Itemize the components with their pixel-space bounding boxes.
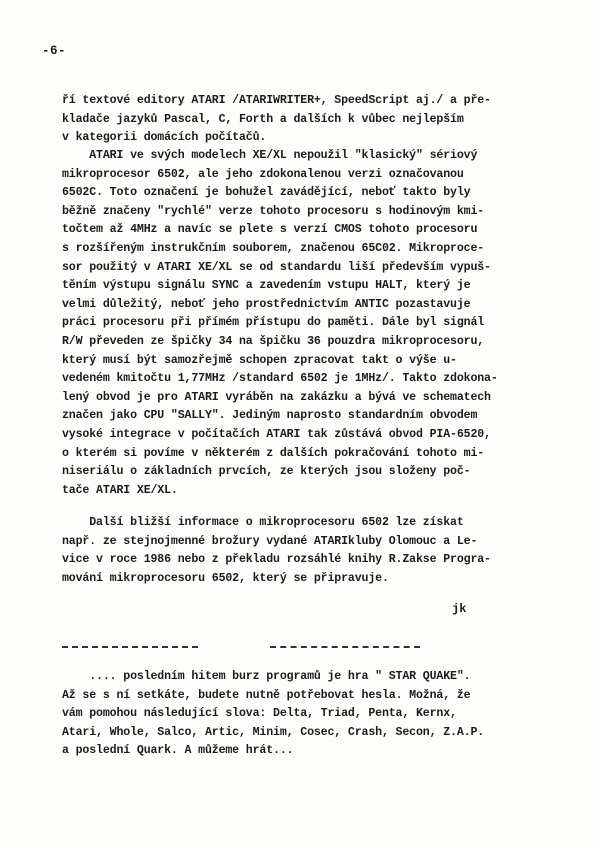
text-line: sor použitý v ATARI XE/XL se od standardu liší především vypuš- [62, 260, 491, 274]
text-line: s rozšířeným instrukčním souborem, značenou 65C02. Mikroproce- [62, 241, 485, 255]
text-line: mování mikroprocesoru 6502, který se připravuje. [62, 571, 389, 585]
text-line: o kterém si povíme v některém z dalších pokračování tohoto mi- [62, 446, 485, 460]
text-line: vám pomohou následující slova: Delta, Triad, Penta, Kernx, [62, 707, 457, 721]
text-line: Atari, Whole, Salco, Artic, Minim, Cosec, Crash, Secon, Z.A.P. [62, 725, 485, 739]
text-line: práci procesoru při přímém přístupu do paměti. Dále byl signál [62, 316, 485, 330]
text-line: 6502C. Toto označení je bohužel zavádějící, neboť takto byly [62, 186, 471, 200]
text-line: ATARI ve svých modelech XE/XL nepoužil "klasický" sériový [62, 149, 478, 162]
text-line: vice v roce 1986 nebo z překladu rozsáhlé knihy R.Zakse Progra- [62, 553, 491, 567]
paragraph-text-editors [62, 92, 562, 148]
paragraph-star-quake [62, 668, 562, 761]
text-line: lený obvod je pro ATARI vyráběn na zakázku a bývá ve schematech [62, 390, 491, 404]
text-line: točtem až 4MHz a navíc se plete s verzí CMOS tohoto procesoru [62, 223, 478, 237]
text-line: mikroprocesor 6502, ale jeho zdokonalenou verzi označovanou [62, 167, 464, 181]
text-line: kladače jazyků Pascal, C, Forth a dalších k vůbec nejlepším [62, 112, 464, 126]
text-line: vedeném kmitočtu 1,77MHz /standard 6502 je 1MHz/. Takto zdokona- [62, 372, 498, 386]
text-line: tače ATARI XE/XL. [62, 483, 178, 497]
text-line: velmi důležitý, neboť jeho prostřednictvím ANTIC pozastavuje [62, 297, 471, 311]
paragraph-microprocessor [62, 147, 562, 500]
text-line: .... posledním hitem burz programů je hra " STAR QUAKE". [62, 670, 471, 683]
text-line: značen jako CPU "SALLY". Jediným naprosto standardním obvodem [62, 409, 478, 423]
text-line: R/W převeden ze špičky 34 na špičku 36 pouzdra mikroprocesoru, [62, 334, 485, 348]
text-line: Až se s ní setkáte, budete nutně potřebovat hesla. Možná, že [62, 688, 471, 702]
text-line: např. ze stejnojmenné brožury vydané ATARIkluby Olomouc a Le- [62, 534, 478, 548]
dashed-divider-right [270, 646, 420, 648]
text-line: běžně značeny "rychlé" verze tohoto procesoru s hodinovým kmi- [62, 204, 485, 218]
text-line: Další bližší informace o mikroprocesoru 6502 lze získat [62, 516, 464, 529]
paragraph-further-info [62, 514, 562, 588]
text-line: který musí být samozřejmě schopen zpracovat takt o výše u- [62, 353, 457, 367]
text-line: těním výstupu signálu SYNC a zavedením vstupu HALT, který je [62, 279, 471, 293]
text-line: v kategorii domácích počítačů. [62, 131, 267, 145]
text-line: ří textové editory ATARI /ATARIWRITER+, SpeedScript aj./ a pře- [62, 94, 491, 107]
page-number: -6- [42, 44, 67, 58]
text-line: niseriálu o základních prvcích, ze kterých jsou složeny poč- [62, 465, 471, 479]
text-line: vysoké integrace v počítačích ATARI tak zůstává obvod PIA-6520, [62, 427, 491, 441]
text-line: a poslední Quark. A můžeme hrát... [62, 744, 294, 758]
author-signature: jk [452, 602, 467, 616]
dashed-divider-left [62, 646, 198, 648]
